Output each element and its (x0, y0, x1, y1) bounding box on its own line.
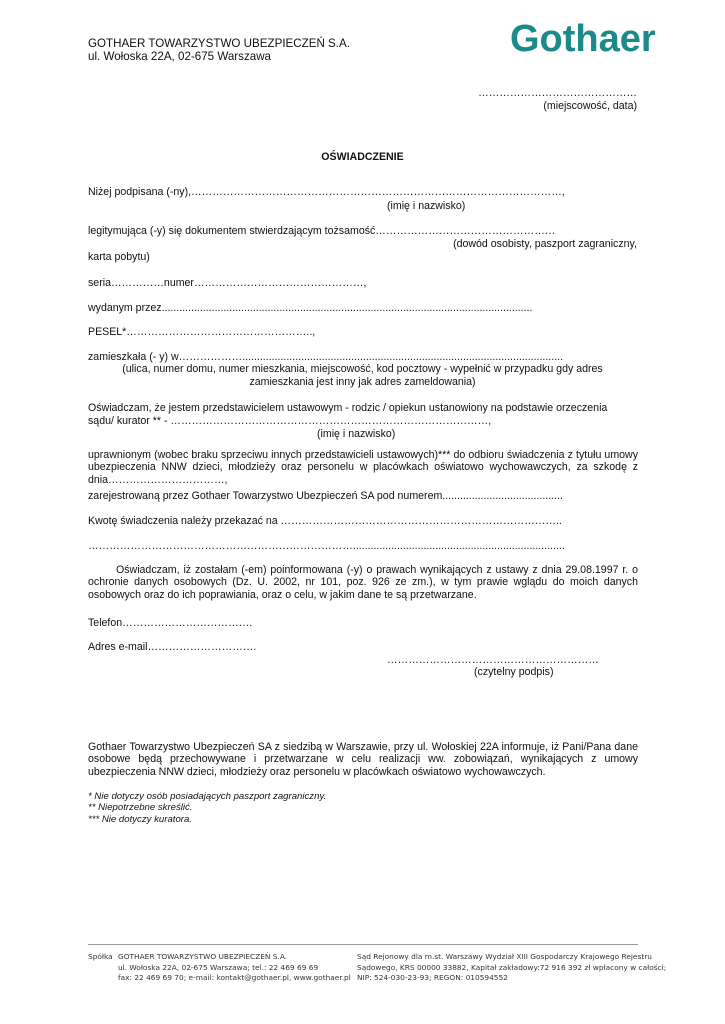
privacy-paragraph: Gothaer Towarzystwo Ubezpieczeń SA z siedzibą w Warszawie, przy ul. Wołoskiej 22A informuje, iż Pani/Pana dane osobowe będą przechowywane i przetwarzane w celu realizacji ww. zobowiązań, wynikających z umowy ubezpieczenia NNW dzieci, młodzieży oraz personelu w placówkach oświatowo wychowawczych. (88, 741, 638, 778)
registration-line[interactable]: zarejestrowaną przez Gothaer Towarzystwo Ubezpieczeń SA pod numerem......................................... (88, 490, 563, 502)
pesel-line[interactable]: PESEL*…………………………………………….., (88, 326, 316, 338)
signature-label: (czytelny podpis) (474, 666, 554, 678)
footer-registry-line1: Sąd Rejonowy dla m.st. Warszawy Wydział XIII Gospodarczy Krajowego Rejestru (357, 952, 652, 961)
email-line[interactable]: Adres e-mail…………………………. (88, 641, 257, 653)
issued-by-line[interactable]: wydanym przez.............................................................................................................................. (88, 302, 533, 314)
footer-registry-line2: Sądowego, KRS 00000 33882, Kapitał zakładowy:72 916 392 zł wpłacony w całości; (357, 962, 667, 972)
footer-divider (88, 944, 638, 945)
signed-name-line[interactable]: Niżej podpisana (-ny),……………………………………………………………………………………………, (88, 186, 565, 198)
footnote-1: * Nie dotyczy osób posiadających paszport zagraniczny. (88, 791, 327, 802)
footnote-2: ** Niepotrzebne skreślić. (88, 802, 193, 814)
entitled-paragraph: uprawnionym (wobec braku sprzeciwu innych przedstawicieli ustawowych)*** do odbioru świadczenia z tytułu umowy ubezpieczenia NNW dzieci, młodzieży oraz personelu w placówkach oświatowo wychowawczych, za szkodę z dnia……………………………, (88, 449, 638, 486)
signed-name-hint: (imię i nazwisko) (387, 200, 466, 212)
payment-line-2[interactable]: …………………………………………………………………........................................................................ (88, 540, 565, 552)
footer-company-address: ul. Wołoska 22A, 02-675 Warszawa; tel.: 22 469 69 69 (118, 962, 319, 972)
logo-text: Gothaer (510, 18, 656, 60)
guardian-name-hint: (imię i nazwisko) (317, 428, 396, 440)
gothaer-logo (510, 14, 656, 62)
guardian-name-line[interactable]: sądu/ kurator ** - ………………………………………………………………………………, (88, 415, 492, 427)
footer-company-name: GOTHAER TOWARZYSTWO UBEZPIECZEŃ S.A. (118, 952, 288, 961)
address-line[interactable]: zamieszkała (- y) w………………............................................................................................................. (88, 351, 564, 363)
company-name: GOTHAER TOWARZYSTWO UBEZPIECZEŃ S.A. (88, 37, 350, 50)
document-title: OŚWIADCZENIE (321, 151, 404, 163)
representative-line: Oświadczam, że jestem przedstawicielem ustawowym - rodzic / opiekun ustanowiony na podstawie orzeczenia (88, 402, 608, 414)
place-date-dots: ……………………………………… (478, 87, 637, 99)
place-date-label: (miejscowość, data) (543, 100, 637, 112)
footnotes (88, 791, 326, 825)
signature-line[interactable]: …………………………………………………… (387, 654, 599, 666)
address-hint: (ulica, numer domu, numer mieszkania, miejscowość, kod pocztowy - wypełnić w przypadku gdy adres (122, 363, 603, 375)
consent-paragraph: Oświadczam, iż zostałam (-em) poinformowana (-y) o prawach wynikających z ustawy z dnia 29.08.1997 r. o ochronie danych osobowych (Dz. U. 2002, nr 101, poz. 926 ze zm.), w tym prawie wglądu do moich danych osobowych oraz do ich poprawiania, oraz o celu, w jakim dane te są przetwarzane. (88, 564, 638, 601)
company-address: ul. Wołoska 22A, 02-675 Warszawa (88, 50, 272, 63)
footnote-3: *** Nie dotyczy kuratora. (88, 813, 192, 825)
footer-registry (357, 952, 666, 984)
company-header (88, 37, 350, 63)
address-hint-2: zamieszkania jest inny jak adres zameldowania) (249, 376, 476, 388)
id-document-hint-2: karta pobytu) (88, 251, 150, 263)
footer-registry-line3: NIP: 524-030-23-93; REGON: 010594552 (357, 973, 508, 982)
id-document-line[interactable]: legitymująca (-y) się dokumentem stwierdzającym tożsamość…………………………………………… (88, 225, 556, 237)
id-document-hint: (dowód osobisty, paszport zagraniczny, (453, 238, 637, 250)
footer-company-contact: fax: 22 469 69 70; e-mail: kontakt@gothaer.pl, www.gothaer.pl (118, 973, 351, 982)
series-number-line[interactable]: seria……………numer…………………………………………, (88, 277, 367, 289)
phone-line[interactable]: Telefon………………………………. (88, 617, 253, 629)
place-date-block (478, 87, 637, 113)
payment-line[interactable]: Kwotę świadczenia należy przekazać na …………………………………………………………………….. (88, 515, 562, 527)
footer-label: Spółka (88, 952, 113, 961)
footer-company (118, 952, 351, 984)
